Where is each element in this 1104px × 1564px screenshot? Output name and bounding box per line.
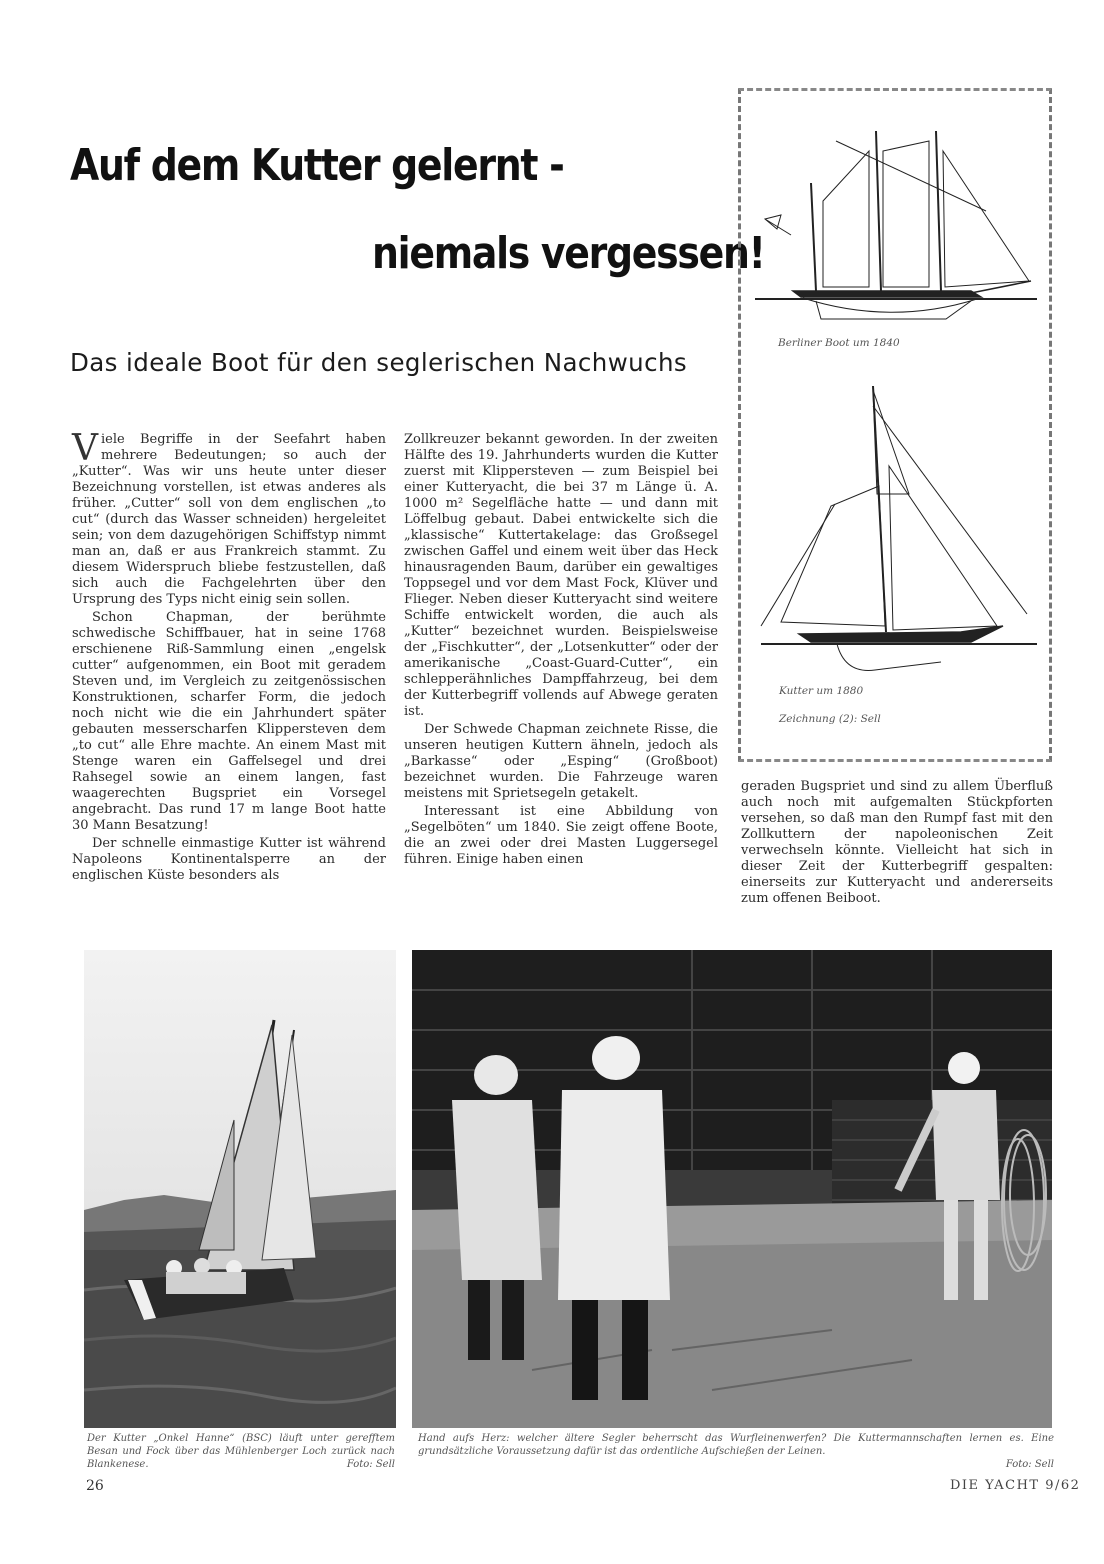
cutter-drawing: [741, 376, 1043, 696]
photo-caption-right: [418, 1432, 1054, 1471]
paragraph: Schon Chapman, der berühmte schwedische Schiffbauer, hat in seine 1768 erschienene Riß-Sammlung einen „engelsk cutter“ aufgenommen, ein Boot mit geradem Steven und, im Vergleich zu zeitgenössischen Konstruktionen, scharfer Form, die jedoch noch nicht wie die ein Jahrhundert später gebauten messerscharfen Klippersteven dem „to cut“ alle Ehre machte. An einem Mast mit Stenge waren ein Gaffelsegel und drei Rahsegel sowie an einem langen, fast waagerechten Bugspriet ein Vorsegel angebracht. Das rund 17 m lange Boot hatte 30 Mann Besatzung!: [72, 610, 386, 833]
issue-label: DIE YACHT 9/62: [950, 1478, 1081, 1493]
article-column-2: [404, 432, 718, 868]
sailboat-photo-illustration: [84, 950, 396, 1428]
drawing-caption-1840: Berliner Boot um 1840: [778, 337, 900, 349]
article-column-3: [741, 779, 1053, 907]
drawing-panel: [738, 88, 1052, 762]
paragraph: Interessant ist eine Abbildung von „Segelböten“ um 1840. Sie zeigt offene Boote, die an zwei oder drei Masten Luggersegel führen. Einige haben einen: [404, 804, 718, 867]
caption-text: Hand aufs Herz: welcher ältere Segler beherrscht das Wurfleinenwerfen? Die Kuttermannschaften lernen es. Eine grundsätzliche Voraussetzung dafür ist das ordentliche Aufschießen der Leinen.: [418, 1433, 1054, 1457]
schooner-drawing: [741, 111, 1043, 361]
crew-photo-illustration: [412, 950, 1052, 1428]
photo-line-throwing: [412, 950, 1052, 1428]
subtitle: Das ideale Boot für den seglerischen Nachwuchs: [70, 348, 688, 377]
photo-caption-left: [87, 1432, 395, 1471]
paragraph: Der Schwede Chapman zeichnete Risse, die unseren heutigen Kuttern ähneln, jedoch als „Barkasse“ oder „Esping“ (Großboot) bezeichnet wurden. Die Fahrzeuge waren meistens mit Sprietsegeln getakelt.: [404, 722, 718, 801]
article-column-1: [72, 428, 386, 884]
photo-sailing-cutter: [84, 950, 396, 1428]
photo-credit: Foto: Sell: [1005, 1459, 1054, 1470]
page-number: 26: [86, 1478, 104, 1494]
paragraph: Zollkreuzer bekannt geworden. In der zweiten Hälfte des 19. Jahrhunderts wurden die Kutter zuerst mit Klippersteven — zum Beispiel bei einer Kutteryacht, die bei 37 m Länge ü. A. 1000 m² Segelfläche hatte — und dann mit Löffelbug gebaut. Dabei entwickelte sich die „klassische“ Kuttertakelage: das Großsegel zwischen Gaffel und einem weit über das Heck hinausragenden Baum, darüber ein gewaltiges Toppsegel und vor dem Mast Fock, Klüver und Flieger. Neben dieser Kutteryacht sind weitere Schiffe entwickelt worden, die auch als „Kutter“ bezeichnet wurden. Beispielsweise der „Fischkutter“, der „Lotsenkutter“ oder der amerikanische „Coast-Guard-Cutter“, ein schlepperähnliches Dampffahrzeug, bei dem der Kutterbegriff vollends auf Abwege geraten ist.: [404, 432, 718, 719]
paragraph: geraden Bugspriet und sind zu allem Überfluß auch noch mit aufgemalten Stückpforten versehen, so daß man den Rumpf fast mit den Zollkuttern der napoleonischen Zeit verwechseln könnte. Vielleicht hat sich in dieser Zeit der Kutterbegriff gespalten: einerseits zur Kutteryacht und andererseits zum offenen Beiboot.: [741, 779, 1053, 906]
paragraph: Der schnelle einmastige Kutter ist während Napoleons Kontinentalsperre an der englischen Küste besonders als: [72, 836, 386, 883]
headline-line-1: Auf dem Kutter gelernt -: [70, 140, 564, 191]
paragraph: [72, 428, 386, 608]
photo-credit: Foto: Sell: [346, 1459, 395, 1470]
drawing-credit: Zeichnung (2): Sell: [779, 713, 881, 725]
drop-cap: V: [72, 428, 98, 469]
caption-text: Der Kutter „Onkel Hanne“ (BSC) läuft unter gerefftem Besan und Fock über das Mühlenberger Loch zurück nach Blankenese.: [87, 1433, 395, 1470]
headline-line-2: niemals vergessen!: [372, 228, 765, 279]
paragraph-text: iele Begriffe in der Seefahrt haben mehrere Bedeutungen; so auch der „Kutter“. Was wir uns heute unter dieser Bezeichnung vorstellen, ist etwas anderes als früher. „Cutter“ soll von dem englischen „to cut“ (durch das Wasser schneiden) hergeleitet sein; von dem dazugehörigen Schiffstyp nimmt man an, daß er aus Frankreich stammt. Zu diesem Widerspruch bliebe festzustellen, daß sich auch die Fachgelehrten über den Ursprung des Typs nicht einig sein sollen.: [72, 432, 386, 607]
drawing-caption-1880: Kutter um 1880: [779, 685, 864, 697]
